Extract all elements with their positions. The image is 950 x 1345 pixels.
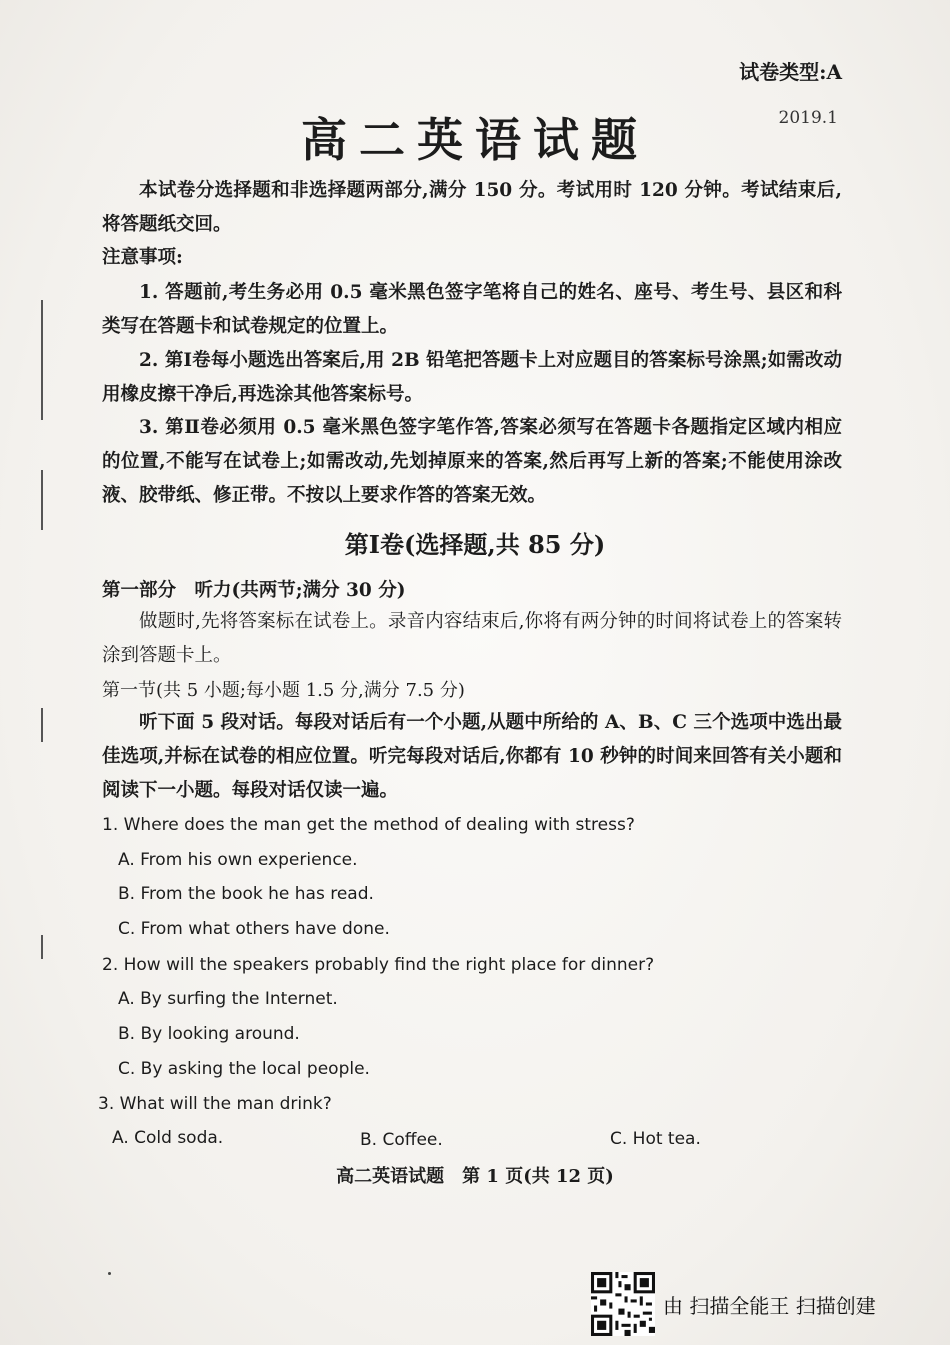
notice-heading: 注意事项: [102, 247, 183, 268]
scanner-watermark: 由 扫描全能王 扫描创建 [663, 1294, 876, 1318]
paper-type: 试卷类型:A [739, 60, 842, 84]
question-stem: 2. How will the speakers probably find the right place for dinner? [102, 955, 655, 975]
notice-item: 3. 第Ⅱ卷必须用 0.5 毫米黑色签字笔作答,答案必须写在答题卡各题指定区域内相应的位置,不能写在试卷上;如需改动,先划掉原来的答案,然后再写上新的答案;不能使用涂改液、胶带纸、修正带。不按以上要求作答的答案无效。 [102, 417, 842, 506]
intro-paragraph: 本试卷分选择题和非选择题两部分,满分 150 分。考试用时 120 分钟。考试结束后,将答题纸交回。 [102, 180, 842, 235]
question-option: C. Hot tea. [610, 1129, 701, 1149]
binding-margin-line [41, 935, 43, 959]
question-stem: 3. What will the man drink? [98, 1094, 332, 1114]
part-instruction: 做题时,先将答案标在试卷上。录音内容结束后,你将有两分钟的时间将试卷上的答案转涂到答题卡上。 [102, 611, 842, 666]
page-footer: 高二英语试题 第 1 页(共 12 页) [336, 1166, 614, 1187]
page-title: 高二英语试题 [301, 113, 649, 167]
notice-item: 2. 第Ⅰ卷每小题选出答案后,用 2B 铅笔把答题卡上对应题目的答案标号涂黑;如需改动用橡皮擦干净后,再选涂其他答案标号。 [102, 350, 842, 405]
question-option: B. From the book he has read. [118, 884, 374, 904]
binding-margin-line [41, 300, 43, 420]
question-option: A. Cold soda. [112, 1128, 224, 1148]
notice-item: 1. 答题前,考生务必用 0.5 毫米黑色签字笔将自己的姓名、座号、考生号、县区和科类写在答题卡和试卷规定的位置上。 [102, 282, 842, 337]
question-option: C. From what others have done. [118, 919, 390, 939]
subsection-heading: 第一节(共 5 小题;每小题 1.5 分,满分 7.5 分) [102, 680, 465, 701]
question-stem: 1. Where does the man get the method of dealing with stress? [102, 815, 635, 835]
question-option: B. Coffee. [360, 1130, 443, 1150]
question-option: B. By looking around. [118, 1024, 300, 1044]
binding-margin-line [41, 708, 43, 742]
scan-speck [108, 1272, 111, 1275]
subsection-instruction: 听下面 5 段对话。每段对话后有一个小题,从题中所给的 A、B、C 三个选项中选出最佳选项,并标在试卷的相应位置。听完每段对话后,你都有 10 秒钟的时间来回答有关小题和阅读下一小题。每段对话仅读一遍。 [102, 712, 842, 801]
exam-date: 2019.1 [778, 108, 838, 128]
question-option: A. From his own experience. [118, 850, 358, 870]
question-option: A. By surfing the Internet. [118, 989, 338, 1009]
binding-margin-line [41, 470, 43, 530]
question-option: C. By asking the local people. [118, 1059, 370, 1079]
qr-code-icon [591, 1272, 655, 1336]
part-heading: 第一部分 听力(共两节;满分 30 分) [102, 580, 406, 601]
section-heading: 第Ⅰ卷(选择题,共 85 分) [344, 530, 606, 559]
